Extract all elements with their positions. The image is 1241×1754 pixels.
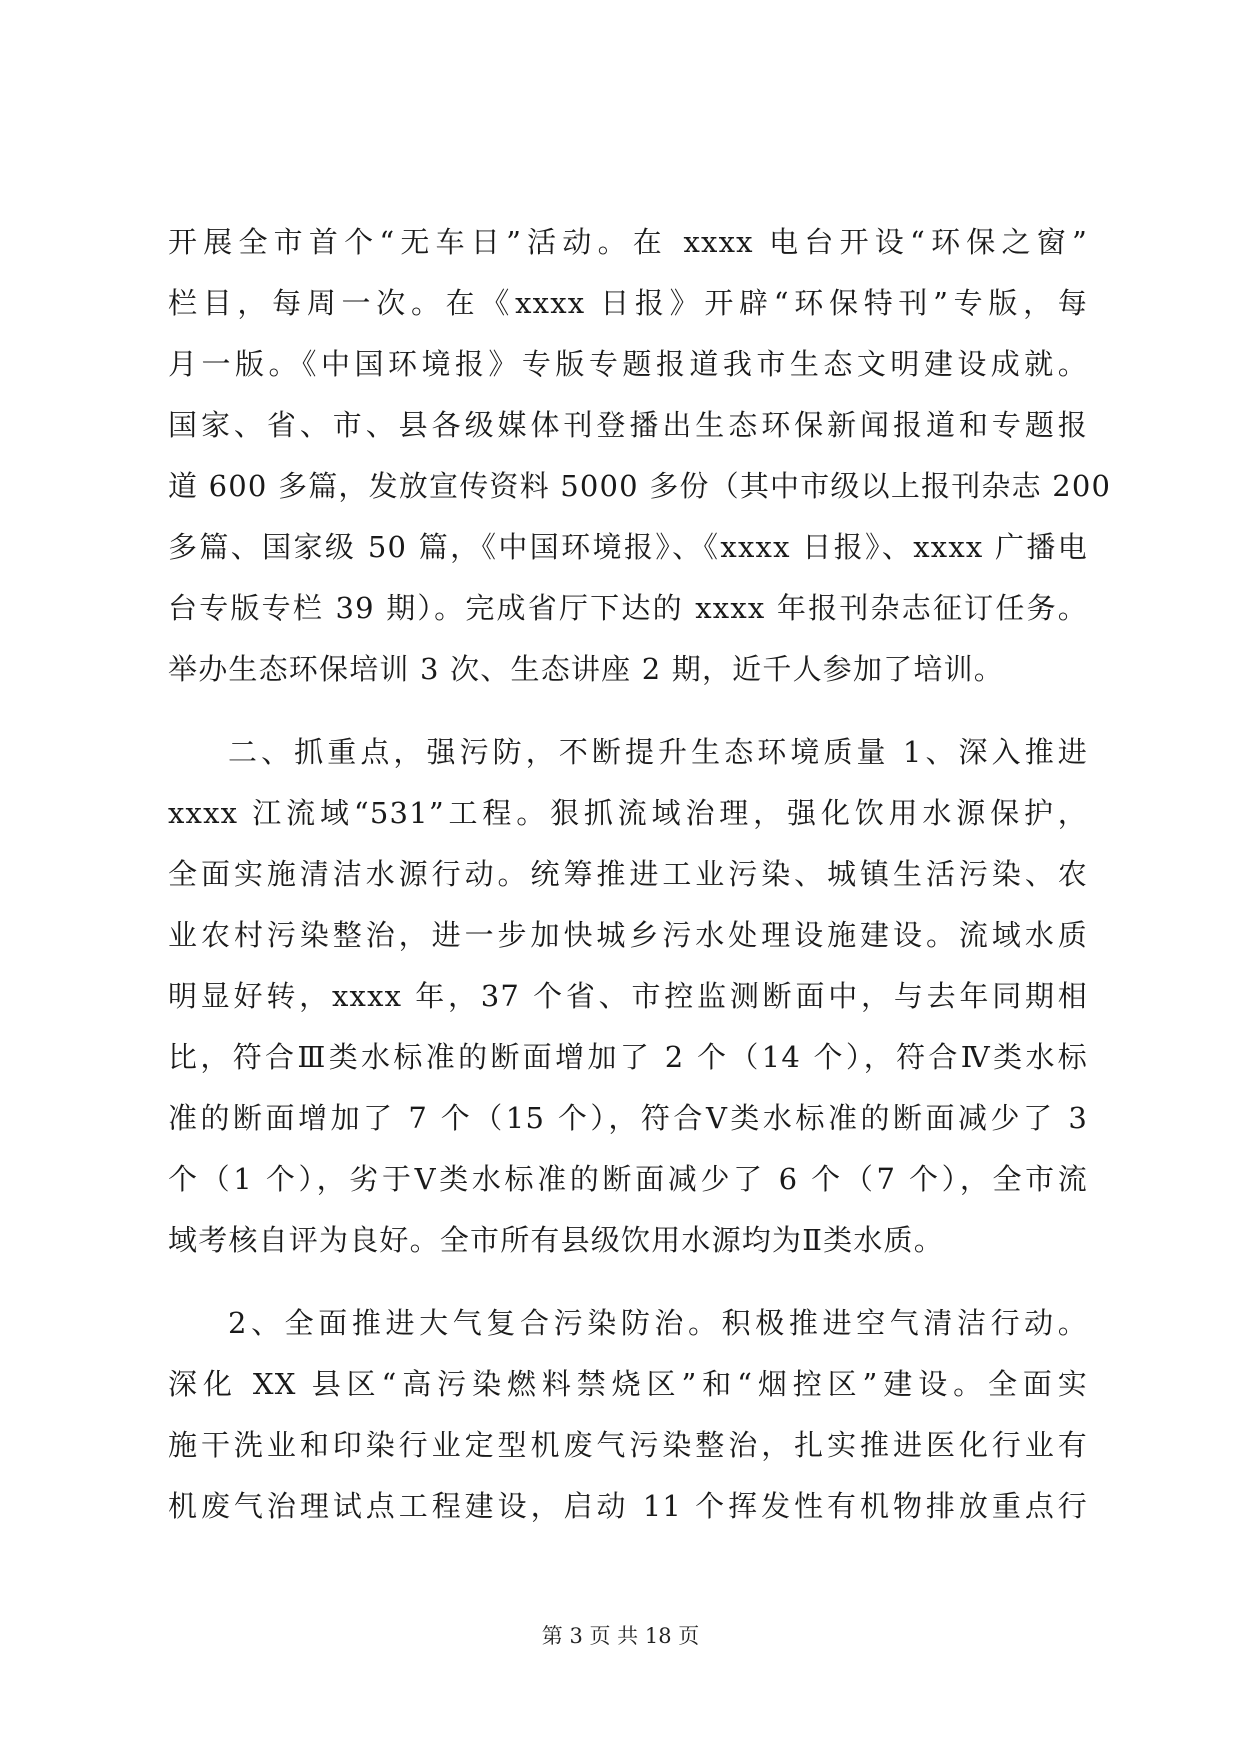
paragraph-start-line: 2、全面推进大气复合污染防治。积极推进空气清洁行动。: [228, 1306, 1088, 1340]
section-heading-line: 二、抓重点，强污防，不断提升生态环境质量 1、深入推进: [228, 735, 1088, 769]
body-line-12: 业农村污染整治，进一步加快城乡污水处理设施建设。流域水质: [168, 918, 1088, 952]
body-line-19: 深化 XX 县区“高污染燃料禁烧区”和“烟控区”建设。全面实: [168, 1367, 1088, 1401]
body-line-8: 举办生态环保培训 3 次、生态讲座 2 期，近千人参加了培训。: [168, 652, 1004, 686]
body-line-5: 道 600 多篇，发放宣传资料 5000 多份（其中市级以上报刊杂志 200: [168, 469, 1112, 503]
body-line-4: 国家、省、市、县各级媒体刊登播出生态环保新闻报道和专题报: [168, 408, 1088, 442]
body-line-13: 明显好转，xxxx 年，37 个省、市控监测断面中，与去年同期相: [168, 979, 1088, 1013]
body-line-1: 开展全市首个“无车日”活动。在 xxxx 电台开设“环保之窗”: [168, 225, 1088, 259]
body-line-15: 准的断面增加了 7 个（15 个），符合Ⅴ类水标准的断面减少了 3: [168, 1101, 1088, 1135]
body-line-2: 栏目，每周一次。在《xxxx 日报》开辟“环保特刊”专版，每: [168, 286, 1088, 320]
body-line-3: 月一版。《中国环境报》专版专题报道我市生态文明建设成就。: [168, 347, 1088, 381]
body-line-21: 机废气治理试点工程建设，启动 11 个挥发性有机物排放重点行: [168, 1489, 1088, 1523]
body-line-16: 个（1 个），劣于Ⅴ类水标准的断面减少了 6 个（7 个），全市流: [168, 1162, 1088, 1196]
body-line-10: xxxx 江流域“531”工程。狠抓流域治理，强化饮用水源保护，: [168, 796, 1088, 830]
page-number-footer: 第 3 页 共 18 页: [541, 1624, 700, 1648]
body-line-20: 施干洗业和印染行业定型机废气污染整治，扎实推进医化行业有: [168, 1428, 1088, 1462]
body-line-11: 全面实施清洁水源行动。统筹推进工业污染、城镇生活污染、农: [168, 857, 1088, 891]
body-line-14: 比，符合Ⅲ类水标准的断面增加了 2 个（14 个），符合Ⅳ类水标: [168, 1040, 1088, 1074]
body-line-6: 多篇、国家级 50 篇，《中国环境报》、《xxxx 日报》、xxxx 广播电: [168, 530, 1088, 564]
body-line-7: 台专版专栏 39 期）。完成省厅下达的 xxxx 年报刊杂志征订任务。: [168, 591, 1088, 625]
body-line-17: 域考核自评为良好。全市所有县级饮用水源均为Ⅱ类水质。: [168, 1223, 944, 1257]
